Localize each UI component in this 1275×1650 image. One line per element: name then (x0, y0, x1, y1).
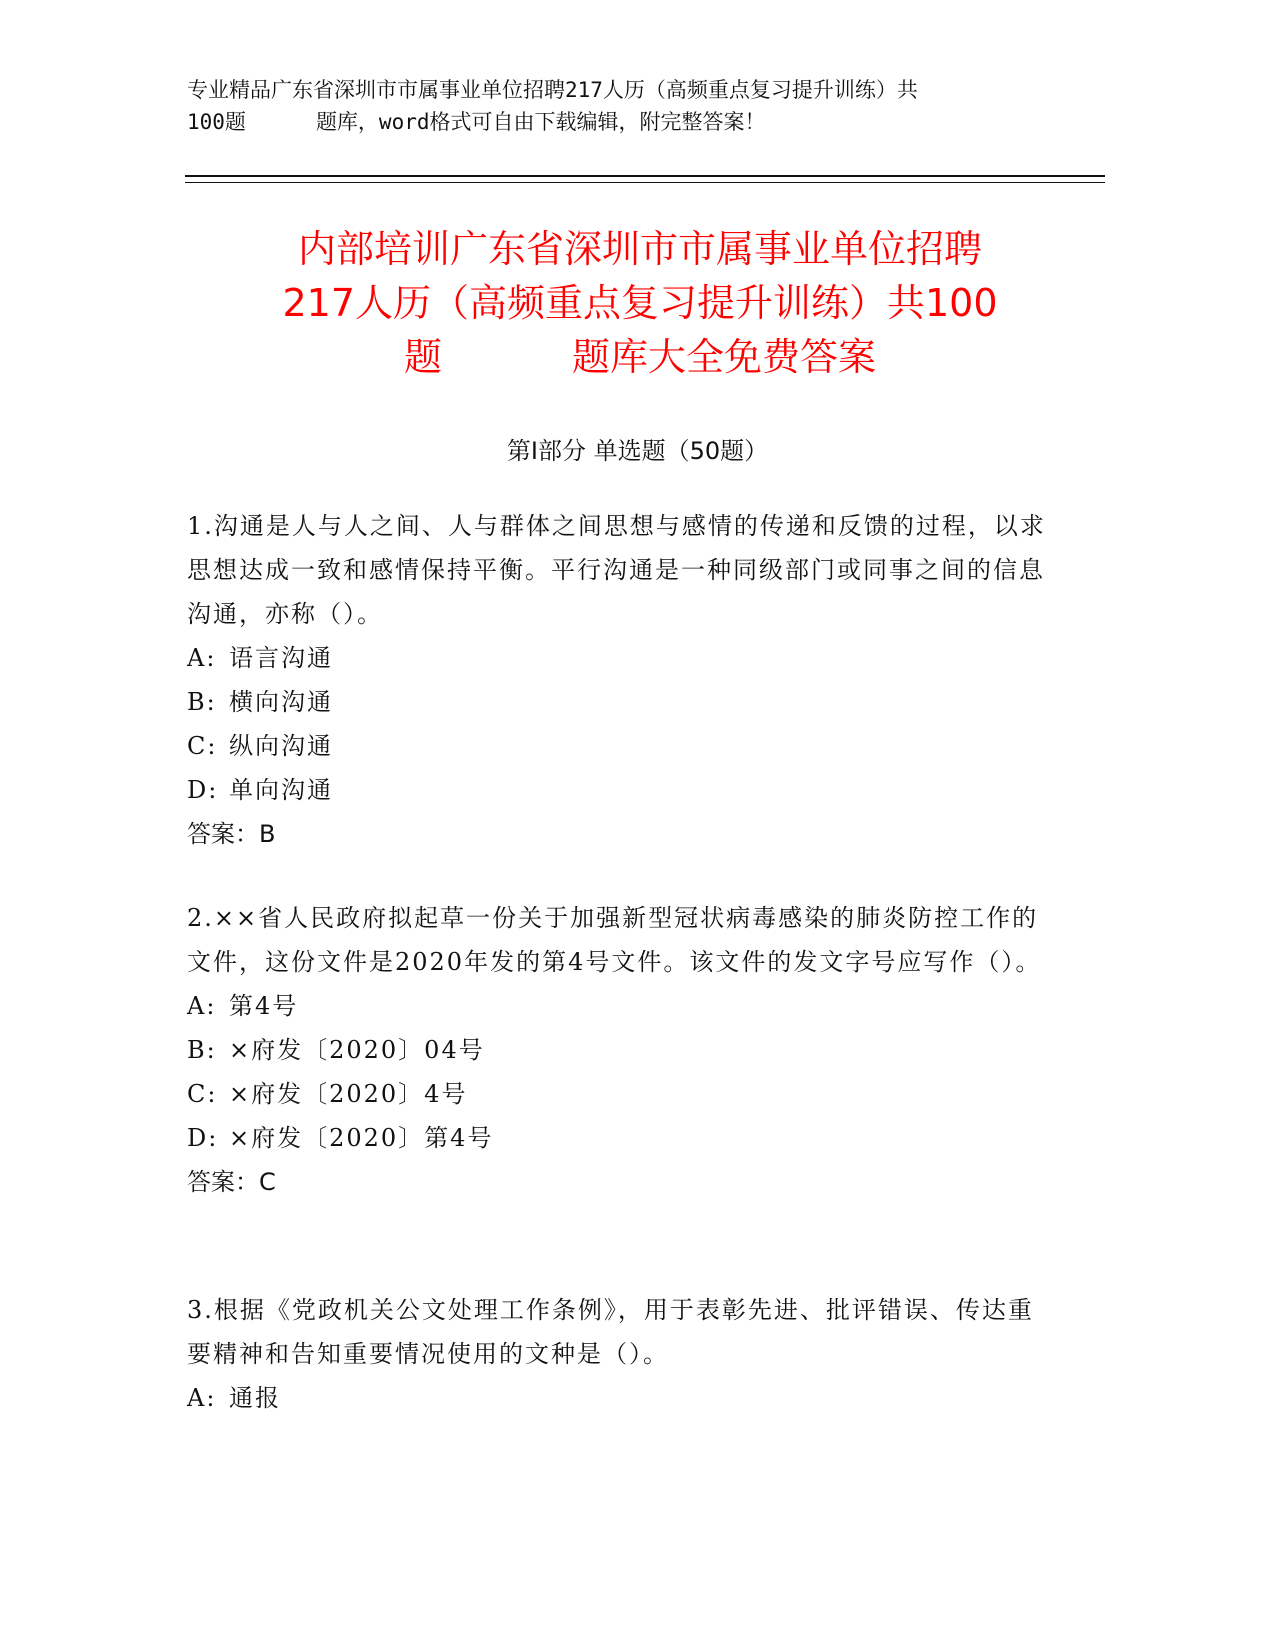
option-text: 通报 (229, 1384, 281, 1412)
question-1 (187, 504, 1057, 856)
title-line2: 217人历（高频重点复习提升训练）共100 (282, 281, 998, 325)
header-text-line1: 专业精品广东省深圳市市属事业单位招聘217人历（高频重点复习提升训练）共 (187, 78, 918, 102)
option-b (187, 1028, 1057, 1072)
question-text: 1.沟通是人与人之间、人与群体之间思想与感情的传递和反馈的过程，以求思想达成一致和感情保持平衡。平行沟通是一种同级部门或同事之间的信息沟通，亦称（）。 (187, 512, 1046, 628)
header-rule-thin (185, 182, 1105, 183)
option-key: A: (187, 644, 217, 672)
option-text: 横向沟通 (229, 688, 333, 716)
header-line2-right: 题库，word格式可自由下载编辑，附完整答案！ (315, 110, 766, 134)
option-key: B: (187, 688, 217, 716)
document-title (150, 222, 1130, 384)
title-line1: 内部培训广东省深圳市市属事业单位招聘 (297, 227, 982, 271)
option-text: 第4号 (229, 992, 299, 1020)
title-line3-right: 题库大全免费答案 (572, 335, 877, 379)
option-d (187, 768, 1057, 812)
option-key: C: (187, 1080, 218, 1108)
title-line3-left: 题 (403, 335, 442, 379)
option-key: D: (187, 776, 219, 804)
answer-text: 答案：B (187, 820, 276, 848)
option-text: ×府发〔2020〕4号 (229, 1080, 468, 1108)
section-heading: 第Ⅰ部分 单选题（50题） (506, 437, 769, 465)
header-text-line2 (187, 106, 1087, 138)
option-text: 纵向沟通 (229, 732, 333, 760)
option-a (187, 984, 1057, 1028)
option-a (187, 636, 1057, 680)
option-b (187, 680, 1057, 724)
option-text: 语言沟通 (229, 644, 333, 672)
option-text: ×府发〔2020〕04号 (229, 1036, 485, 1064)
option-text: 单向沟通 (229, 776, 333, 804)
option-a (187, 1376, 1057, 1420)
option-d (187, 1116, 1057, 1160)
question-text: 3.根据《党政机关公文处理工作条例》，用于表彰先进、批评错误、传达重要精神和告知重要情况使用的文种是（）。 (187, 1296, 1034, 1368)
answer-text: 答案：C (187, 1168, 276, 1196)
option-text: ×府发〔2020〕第4号 (229, 1124, 494, 1152)
title-line3 (150, 330, 1130, 384)
header-line2-left: 100题 (187, 110, 246, 134)
option-key: A: (187, 992, 217, 1020)
option-c (187, 724, 1057, 768)
question-2 (187, 896, 1057, 1204)
option-key: C: (187, 732, 218, 760)
option-c (187, 1072, 1057, 1116)
header-rule-thick (185, 175, 1105, 177)
option-key: D: (187, 1124, 219, 1152)
option-key: B: (187, 1036, 217, 1064)
option-key: A: (187, 1384, 217, 1412)
question-text: 2.××省人民政府拟起草一份关于加强新型冠状病毒感染的肺炎防控工作的文件，这份文件是2020年发的第4号文件。该文件的发文字号应写作（）。 (187, 904, 1042, 976)
question-3 (187, 1288, 1057, 1420)
